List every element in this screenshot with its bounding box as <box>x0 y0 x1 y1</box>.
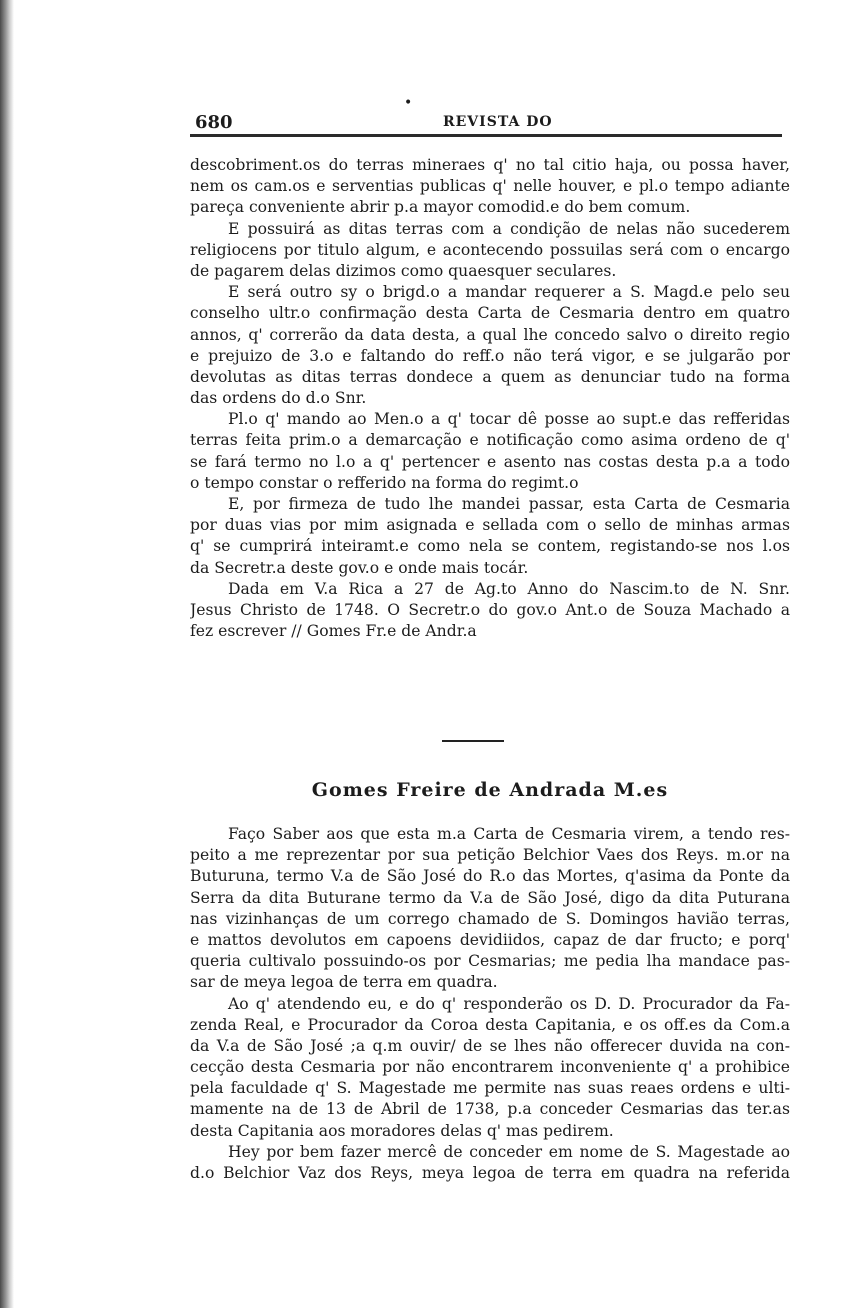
text-line: Buturuna, termo V.a de São José do R.o das Mortes, q'asima da Ponte da <box>190 867 790 886</box>
bottom-text-block <box>190 824 790 1184</box>
section-heading: Gomes Freire de Andrada M.es <box>311 779 669 801</box>
top-text-block <box>190 155 790 642</box>
text-line: Jesus Christo de 1748. O Secretr.o do gov.o Ant.o de Souza Machado a <box>190 600 790 619</box>
text-line: d.o Belchior Vaz dos Reys, meya legoa de terra em quadra na referida <box>190 1164 790 1182</box>
header-rule <box>190 134 782 137</box>
text-line: das ordens do d.o Snr. <box>190 389 367 408</box>
page-header <box>195 112 785 134</box>
text-line: E será outro sy o brigd.o a mandar requerer a S. Magd.e pelo seu <box>228 283 790 302</box>
text-line: e mattos devolutos em capoens devidiidos, capaz de dar fructo; e porq' <box>190 930 790 949</box>
text-line: peito a me reprezentar por sua petição Belchior Vaes dos Reys. m.or na <box>190 846 790 865</box>
text-line: zenda Real, e Procurador da Coroa desta Capitania, e os off.es da Com.a <box>190 1015 790 1034</box>
text-line: devolutas as ditas terras dondece a quem as denunciar tudo na forma <box>190 367 790 386</box>
text-line: conselho ultr.o confirmação desta Carta de Cesmaria dentro em quatro <box>190 304 790 323</box>
text-line: q' se cumprirá inteiramt.e como nela se contem, registando-se nos l.os <box>190 537 790 556</box>
text-line: religiocens por titulo algum, e acontecendo possuilas será com o encargo <box>190 240 790 259</box>
print-mark-dot: • <box>404 95 413 111</box>
text-line: terras feita prim.o a demarcação e notificação como asima ordeno de q' <box>190 431 790 450</box>
text-line: mamente na de 13 de Abril de 1738, p.a conceder Cesmarias das ter.as <box>190 1100 790 1119</box>
text-line: o tempo constar o refferido na forma do regimt.o <box>190 473 579 492</box>
section-separator <box>442 740 504 742</box>
book-spine-shadow <box>0 0 14 1308</box>
text-line: Hey por bem fazer mercê de conceder em nome de S. Magestade ao <box>228 1142 790 1161</box>
text-line: se fará termo no l.o a q' pertencer e asento nas costas desta p.a a todo <box>190 452 790 471</box>
text-line: cecção desta Cesmaria por não encontrarem inconveniente q' a prohibice <box>190 1058 790 1077</box>
text-line: e prejuizo de 3.o e faltando do reff.o não terá vigor, e se julgarão por <box>190 346 790 365</box>
text-line: Pl.o q' mando ao Men.o a q' tocar dê posse ao supt.e das refferidas <box>228 410 790 429</box>
text-line: E possuirá as ditas terras com a condição de nelas não sucederem <box>228 219 790 238</box>
text-line: queria cultivalo possuindo-os por Cesmarias; me pedia lha mandace pas- <box>190 952 790 971</box>
text-line: nas vizinhanças de um corrego chamado de S. Domingos havião terras, <box>190 909 790 928</box>
text-line: da V.a de São José ;a q.m ouvir/ de se lhes não offerecer duvida na con- <box>190 1036 790 1055</box>
page-number: 680 <box>195 112 233 133</box>
text-line: pela faculdade q' S. Magestade me permite nas suas reaes ordens e ulti- <box>190 1079 790 1098</box>
text-line: nem os cam.os e serventias publicas q' nelle houver, e pl.o tempo adiante <box>190 177 790 196</box>
text-line: pareça conveniente abrir p.a mayor comodid.e do bem comum. <box>190 198 691 217</box>
text-line: Faço Saber aos que esta m.a Carta de Cesmaria virem, a tendo res- <box>228 825 790 843</box>
text-line: de pagarem delas dizimos como quaesquer seculares. <box>190 261 617 280</box>
text-line: annos, q' correrão da data desta, a qual lhe concedo salvo o direito regio <box>190 325 790 344</box>
text-line: Ao q' atendendo eu, e do q' responderão os D. D. Procurador da Fa- <box>228 994 790 1013</box>
text-line: E, por firmeza de tudo lhe mandei passar, esta Carta de Cesmaria <box>228 495 790 513</box>
text-line: Dada em V.a Rica a 27 de Ag.to Anno do Nascim.to de N. Snr. <box>228 579 790 598</box>
text-line: por duas vias por mim asignada e sellada com o sello de minhas armas <box>190 516 790 535</box>
text-line: fez escrever // Gomes Fr.e de Andr.a <box>190 622 477 641</box>
text-line: descobriment.os do terras mineraes q' no tal citio haja, ou possa haver, <box>190 156 790 174</box>
text-line: desta Capitania aos moradores delas q' mas pedirem. <box>190 1121 614 1140</box>
text-line: sar de meya legoa de terra em quadra. <box>190 973 498 992</box>
running-head: REVISTA DO <box>443 114 553 130</box>
text-line: da Secretr.a deste gov.o e onde mais tocár. <box>190 558 529 577</box>
text-line: Serra da dita Buturane termo da V.a de São José, digo da dita Puturana <box>190 888 790 907</box>
